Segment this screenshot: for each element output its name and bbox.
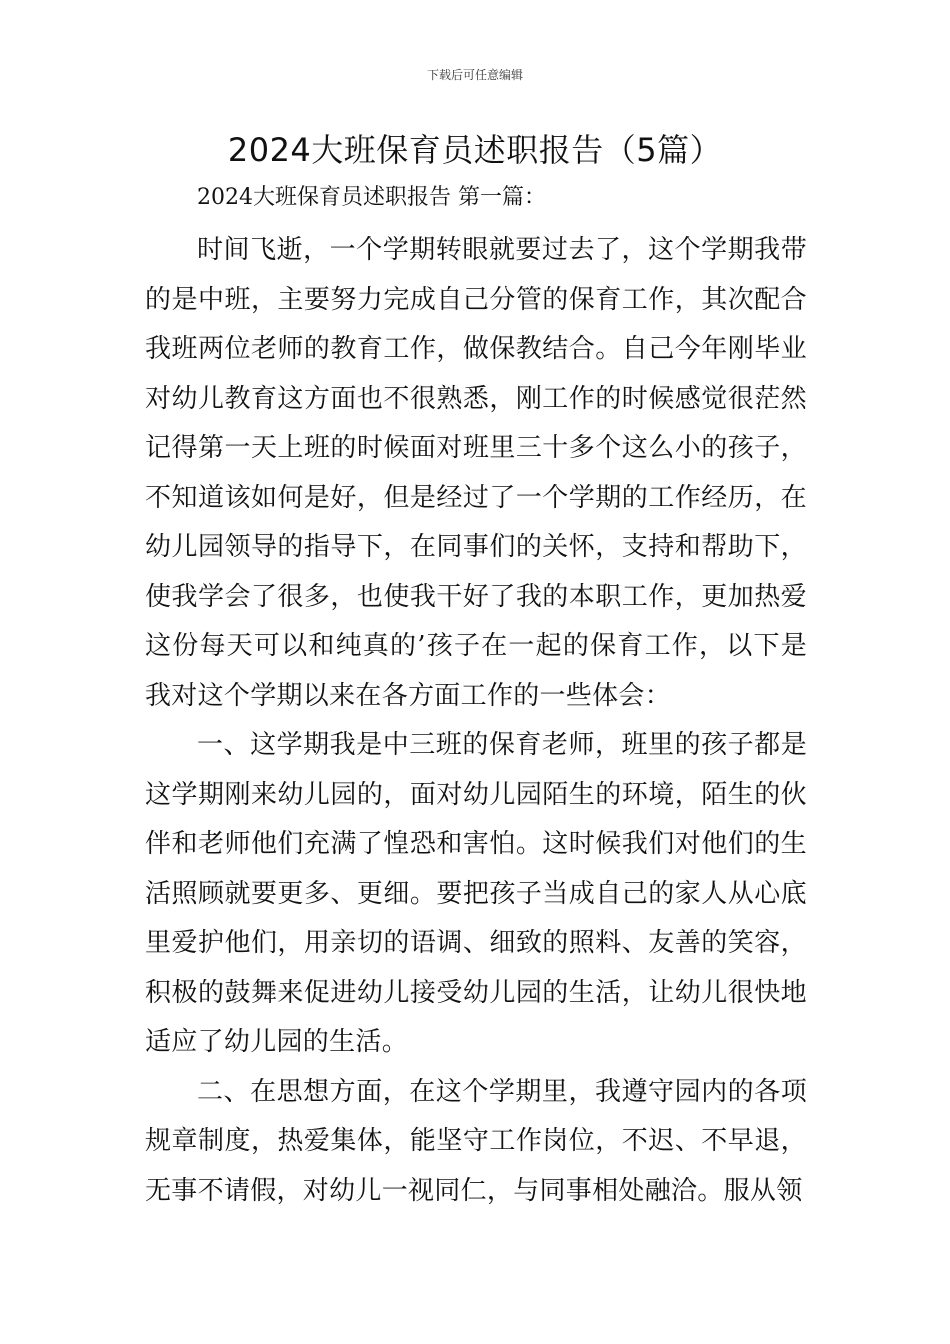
paragraph-2: 一、这学期我是中三班的保育老师，班里的孩子都是这学期刚来幼儿园的，面对幼儿园陌生的环境，陌生的伙伴和老师他们充满了惶恐和害怕。这时候我们对他们的生活照顾就要更多、更细。要把孩子当成自己的家人从心底里爱护他们，用亲切的语调、细致的照料、友善的笑容，积极的鼓舞来促进幼儿接受幼儿园的生活，让幼儿很快地适应了幼儿园的生活。 xyxy=(145,730,807,1057)
document-title: 2024大班保育员述职报告（5篇） xyxy=(227,131,723,169)
header-note: 下载后可任意编辑 xyxy=(426,68,523,82)
section-subtitle: 2024大班保育员述职报告 第一篇： xyxy=(197,185,546,210)
body-text xyxy=(145,226,807,1216)
paragraph-1: 时间飞逝，一个学期转眼就要过去了，这个学期我带的是中班，主要努力完成自己分管的保育工作，其次配合我班两位老师的教育工作，做保教结合。自己今年刚毕业对幼儿教育这方面也不很熟悉，刚工作的时候感觉很茫然记得第一天上班的时候面对班里三十多个这么小的孩子，不知道该如何是好，但是经过了一个学期的工作经历，在幼儿园领导的指导下，在同事们的关怀，支持和帮助下，使我学会了很多，也使我干好了我的本职工作，更加热爱这份每天可以和纯真的’孩子在一起的保育工作，以下是我对这个学期以来在各方面工作的一些体会： xyxy=(145,235,807,711)
paragraph-3: 二、在思想方面，在这个学期里，我遵守园内的各项规章制度，热爱集体，能坚守工作岗位，不迟、不早退，无事不请假，对幼儿一视同仁，与同事相处融洽。服从领 xyxy=(145,1076,807,1206)
